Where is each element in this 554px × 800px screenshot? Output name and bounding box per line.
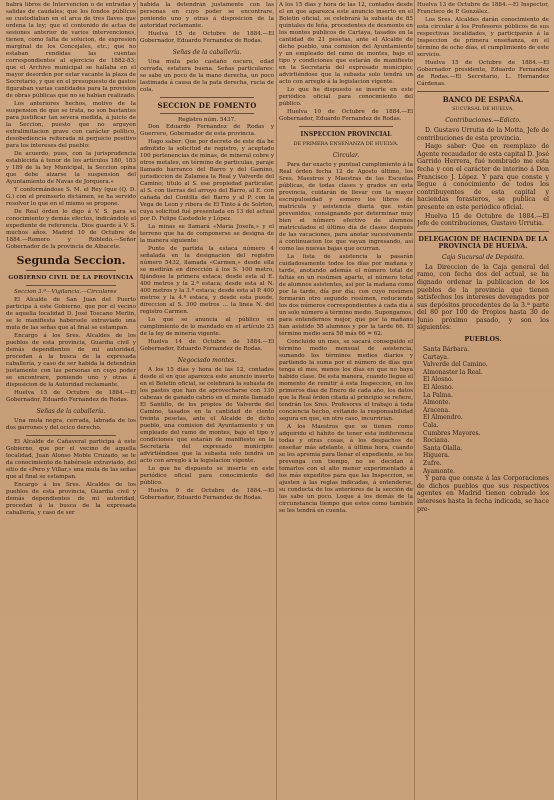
- senas-title: Señas de la caballería.: [36, 408, 106, 415]
- list-item: La Palma.: [423, 391, 453, 399]
- paragraph: A los 15 días y hora de las 12, contados desde el en que aparezca este anuncio inserto en el Boletin oficial, se celebrará la subasta de 85 quintales de leña, procedentes de desmonte en los montes públicos de Cartaya, tasados en la cantidad de 21 pesetas, ante el Alcalde de dicho pueblo, una comision del Ayuntamiento y un empleado del ramo de montes, bajo el tipo y condiciones que estarán de manifiesto en la Secretaría del expresado municipio; advirtiéndose que la subasta solo tendrá un acto con arreglo á la legislacion vigente.: [279, 2, 413, 85]
- caja-title: Caja Sucursal de Depósito.: [442, 253, 524, 261]
- paragraph: Una mula negra, cerrada, labrada de los dos garrones y del ocico derecho.: [6, 418, 136, 431]
- divider: [26, 435, 116, 436]
- column-3: [279, 2, 413, 798]
- paragraph: Lo que he dispuesto se inserte en este periódico oficial para conocimiento del público.: [279, 87, 413, 107]
- paragraph: Concluido un mes, se sacará conseguido el término medio mensual de asistencia, sumando los términos medios diarios y partiendo la suma por el número de días que tenga el mes, menos los días en que no haya habido clase. De esta manera, cuando llegue el momento de remitir á esta Inspeccion, en los primeros días de Enero de cada año, los datos que la Real órden citada al principio se refiere, tendrán los Sres. Profesores el trabajo á toda conciencia hecho, evitando la responsabilidad segura en que, en otro caso, incurririan.: [279, 339, 413, 422]
- list-item: Almonte.: [423, 399, 451, 407]
- list-item: Santa Olalla.: [423, 444, 463, 452]
- list-item: Aracena.: [423, 406, 451, 414]
- paragraph: Y para que conste á las Corporaciones de dichos pueblos que sus respectivos agentes en Madrid tienen cobrado los intereses hasta la fecha indicada, se hace pre-: [417, 475, 549, 513]
- list-item: Cumbres Mayores.: [423, 429, 481, 437]
- column-4: [417, 2, 549, 798]
- paragraph: Una mula pelo castaño oscuro, edad cerrada, estatura buena. Señas particulares: se sabe un poco de la mano derecha, un poco lastimada á causa de la pata derecha, rucia de cola.: [140, 59, 274, 93]
- paragraph: Lo que he dispuesto se inserte en este periódico oficial para conocimiento del público.: [140, 466, 274, 486]
- list-item: Zufre.: [423, 459, 442, 467]
- paragraph: Huelva 15 de Octubre de 1884.—El Jefe de contribuciones, Gustavo Urrutia.: [417, 212, 549, 228]
- list-item: Rociana.: [423, 437, 450, 445]
- fomento-title: SECCION DE FOMENTO: [157, 101, 257, 110]
- paragraph: Los anteriores hechos, motivo de la suspension de que se trata, no son bastantes para justificar tan severa medida, á juicio de la Seccion, puesto que no arguyen extralimitacion grave con carácter político, desobediencia reiterada ni perjuicio positivo para los intereses del pueblo:: [6, 101, 136, 149]
- paragraph: El Alcalde de San Juan del Puerto participa á este Gobierno, que por el vecino de aquella localidad D. José Toscano Merlin, se le manifiesta habérsele extraviado una mula de las señas que al final se estampan.: [6, 297, 136, 331]
- paragraph: Encargo á los Sres. Alcaldes de los pueblos de esta provincia, Guardia civil y demás dependientes de mi autoridad, procedan á la busca de la expresada caballería, y caso de ser: [6, 482, 136, 516]
- paragraph: D. Gustavo Urrutia de la Motta, Jefe de contribuciones de esta provincia.: [417, 127, 549, 142]
- paragraph: Para dar exacto y puntual cumplimiento á la Real órden fecha 12 de Agosto último, los Sres. Maestros y Maestras de las Escuelas públicas, de todas clases y grados en esta provincia, cuidarán de llevar con la mayor escrupulosidad y esmero los libros de matrícula y asistencia diaria que están prevenidos, consignando por determinar muy bien el número efectivo de alumnos matriculados el último día de clases después de las vacaciones, para anotar sucesivamente á continuacion los que vayan ingresando, así como las nuevas bajas que ocurran.: [279, 162, 413, 252]
- delegacion-title: DELEGACION DE HACIENDA DE LA PROVINCIA DE HUELVA.: [418, 234, 548, 250]
- pueblos-list: [417, 346, 549, 475]
- paragraph: Hago saber: Que por decreto de este día he admitido la solicitud de registro, y aceptado 100 pertenencias de minas, de mineral cobre y otros metales, en término de particulas, paraje llamado barranco del Barro y del Gamino, jurisdiccion de Zalamea la Real y Valverde del Camino; título al S. ese propiedad particular, al S. con tierras del arroyo del Barro, al E. con cañada del Contilla del Barro y al P. con la Vega de Leon y ribera de El Tinto á de Solrton, cuya solicitud fué presentada en 13 del actual por D. Felipe Castedole y López.: [140, 139, 274, 222]
- paragraph: Huelva 14 de Octubre de 1884.—El Gobernador, Eduardo Fernandez de Rodas.: [140, 339, 274, 352]
- list-item: El Almendro.: [423, 414, 463, 422]
- list-item: Cala.: [423, 422, 439, 429]
- paragraph: habida la detendrán justamente con las personas en cuyo poder se encontrare, poniendo uno y otras á disposicion de la autoridad reclamante.: [140, 2, 274, 29]
- paragraph: Encargo á los Sres. Alcaldes de los pueblos de esta provincia, Guardia civil y demás dependientes de mi autoridad, procedan á la busca de la expresada caballería, y caso de ser habida la detendrán justamente con las personas en cuyo poder se encontrare, poniendo uno y otras á disposicion de la Autoridad reclamante.: [6, 333, 136, 388]
- list-item: Santa Bárbara.: [423, 346, 470, 354]
- divider: [417, 231, 549, 232]
- paragraph: De Real órden lo digo á V. S. para su conocimiento y demás efectos, indicándole el expediente de referencia. Dios guarde á V. S. muchos años. Madrid 10 de Octubre de 1884.—Romero y Robledo.—Señor Gobernador de la provincia de Albacete.: [6, 209, 136, 250]
- list-item: Valverde del Camino.: [423, 361, 488, 369]
- inspeccion-subtitle: DE PRIMERA ENSEÑANZA DE HUELVA.: [293, 141, 399, 147]
- list-item: Ayamonte.: [423, 467, 456, 475]
- column-divider: [276, 0, 277, 800]
- divider: [26, 285, 116, 286]
- paragraph: Y conformándose S. M. el Rey (que (Q. D. G.) con el preinserto dictámen, se ha servido resolver lo que en el mismo se propone.: [6, 187, 136, 207]
- list-item: El Alosno.: [423, 384, 454, 392]
- divider: [160, 97, 254, 98]
- banco-subtitle: SUCURSAL DE HUELVA.: [452, 107, 514, 112]
- paragraph: Huelva 10 de Octubre de 1884.—El Gobernador, Eduardo Fernandez de Rodas.: [279, 109, 413, 122]
- list-item: El Alosno.: [423, 376, 454, 384]
- section-title: Segunda Seccion.: [16, 254, 126, 267]
- pueblos-title: PUEBLOS.: [464, 335, 502, 344]
- paragraph: La minas se llamará «Maria Josefa,» y el terreno que ha de componerse se designa de la manera siguiente:: [140, 224, 274, 244]
- column-1: [6, 2, 136, 798]
- negociado-title: Negociado montes.: [177, 357, 237, 364]
- paragraph: Hago saber: Que en reemplazo de Agente recaudador de esta capital D. José Garrido Herrera, fué nombrado me esta fecha y con el carácter de interino á Don Francisco J. López. Y para que conste y llegue á conocimiento de todos los contribuyentes de esta capital y haciendas forasteros, se publica el presente en este periódico oficial.: [417, 143, 549, 211]
- column-divider: [137, 0, 138, 800]
- list-item: Cartaya.: [423, 353, 449, 361]
- circular-label: Seccion 3.ª—Vigilancia.—Circulares: [14, 289, 117, 295]
- paragraph: Don Eduardo Fernandez de Rodas y Guerrero, Gobernador de esta provincia.: [140, 124, 274, 137]
- senas-title: Señas de la caballería.: [172, 49, 242, 56]
- paragraph: La Direccion de la Caja general del ramo, con fecha dos del actual, se ha dignado ordenar la publicacion de los pueblos de la provincia que tienen satisfechos los intereses devengados por sus depósitos procedentes de la 3.ª parte del 80 por 100 de Propios hasta 30 de Junio próximo pasado, y son los siguientes:: [417, 263, 549, 332]
- section-subtitle: GOBIERNO CIVIL DE LA PROVINCIA: [8, 275, 134, 281]
- paragraph: La lista de asistencia la pasarán cuidadosamente todos los días por mañana y tarde, anotando además el número total de faltas en un resúmen aparte, el número total de alumnos asistentes, así por la mañana como por la tarde, día por día; con cuyo resúmen formarán otro segundo resúmen, reduciendo los dos números correspondientes á cada día á un solo número á término medio. Supongamos, para entendernos mejor, que por la mañana han asistido 58 alumnos y por la tarde 66. El término medio será 58 más 66 = 62.: [279, 254, 413, 337]
- paragraph: Huelva 13 de Octubre de 1884.—El Inspector, Francisco de P. González.: [417, 2, 549, 15]
- paragraph: Huelva 15 de Octubre de 1884.—El Gobernador, Eduardo Fernandez de Rodas.: [140, 31, 274, 44]
- list-item: Almonaster la Real.: [423, 368, 483, 376]
- paragraph: Huelva 9 de Octubre de 1884.—El Gobernador, Eduardo Fernandez de Rodas.: [140, 488, 274, 501]
- paragraph: A los Maestros que se tienen como adquirido el hábito de tener esta indiferencia todas y otras cosas, á los despachos de enseñar más adelante, á última hora, cuando se les apremia para llenar el expediente, se les prevenga con tiempo, no se decidan á tomarlos con el alto menor experimentado á los más expeditos para que las Inspeccion, se ajusten á las reglas indicadas, á entenderse, su conducta de los anteriores de la sección de las sabe un poco. Loque á los demás de la circunstancia tiempo que estos como también se les tendrá en cuenta.: [279, 424, 413, 514]
- paragraph: Los Sres. Alcaldes darán conocimiento de esta circular á los Profesores públicos de sus respectivas localidades, y participarán á la Inspeccion de primera enseñanza, en el término de ocho días, el cumplimiento de este servicio.: [417, 17, 549, 58]
- paragraph: El Alcalde de Cañaveral participa á este Gobierno, que por el vecino de aquella localidad, Juan Alonso Moble Cruzado, se le da conocimiento de habérsele extraviado, del sitio de «Pero y Villar,» una mula de las señas que al final se estampan.: [6, 439, 136, 480]
- circular-title: Circular.: [332, 152, 360, 159]
- paragraph: Huelva 15 de Octubre de 1884.—El Gobernador presidente, Eduardo Fernandez de Rodas.—El Secretario, L. Hernandez Cárdenas.: [417, 60, 549, 87]
- column-divider: [414, 0, 415, 800]
- list-item: Higuera.: [423, 452, 450, 460]
- banco-title: BANCO DE ESPAÑA.: [442, 95, 524, 104]
- paragraph: Lo que se anuncia al público en cumplimiento de lo mandado en el artículo 23 de la ley de minería vigente.: [140, 317, 274, 337]
- paragraph: Punto de partida la estaca número 4 señalada en la designacion del registro número 5432, llamada «Carmen,» desde ella se medirán en dirección á los S. 100 metro, fijándose la primera estaca; desde esta al E. 400 metros y la 2.ª estaca; desde esta al N. 400 metros y la 3.ª estaca; desde esta al P. 400 metros y la 4.ª estaca, y desde esta puede, direccion al S. 300 metros ... la linea N. del registro Carmen.: [140, 246, 274, 315]
- divider: [26, 270, 116, 271]
- paragraph: A los 15 días y hora de las 12, contados desde el en que aparezca este anuncio inserto en el Boletin oficial, se celebrará la subasta de los pastos que han de aprovecharse con 130 cabezas de ganado cabrío en el monte llamado El Santillo, de los propios de Valverde del Camino, tasados en la cantidad de ciento treinta pesetas, ante el Alcalde de dicho pueblo, una comision del Ayuntamiento y un empleado del ramo de montes, bajo el tipo y condiciones que estarán de manifiesto en la Secretaría del expresado municipio: advirtiéndose que la subasta solo tendrá un acto con arreglo á la legislacion vigente.: [140, 367, 274, 464]
- divider: [417, 91, 549, 92]
- paragraph: De acuerdo, pues, con la jurisprudencia establecida á tenor de los artículos 180, 183 y 189 de la ley Municipal, la Seccion opina que debe alzarse la suspension del Ayuntamiento de Navas de Jorquera.»: [6, 151, 136, 185]
- paragraph: Huelva 15 de Octubre de 1884.—El Gobernador, Eduardo Fernandez de Rodas.: [6, 390, 136, 403]
- paragraph: habrá libros de Intervencion ó de entradas y salidas de caudales; que los fondos públicos se custodiaban en el arca de tres llaves que ordena la ley; que el contenido de actas de sesiones anterior de varios intervenciones, tienen, como falta de solucion, de expresion marginal de los Concejales, etc.; que no estaban rendidas las cuentas correspondientes al ejercicio de 1882-83; que el Archivo municipal se hallaba en el mayor desorden por estar vacante la plaza de Secretario, y que en el presupuesto de gastos figuraban varias cantidades para la provision de obras públicas que no se habian realizado.: [6, 2, 136, 99]
- column-2: [140, 2, 274, 798]
- inspeccion-title: INSPECCION PROVINCIAL: [300, 131, 392, 138]
- divider: [299, 126, 393, 127]
- contrib-title: Contribuciones.—Edicto.: [445, 117, 521, 124]
- divider: [160, 113, 254, 114]
- registro-label: Registro núm. 5437.: [178, 117, 236, 123]
